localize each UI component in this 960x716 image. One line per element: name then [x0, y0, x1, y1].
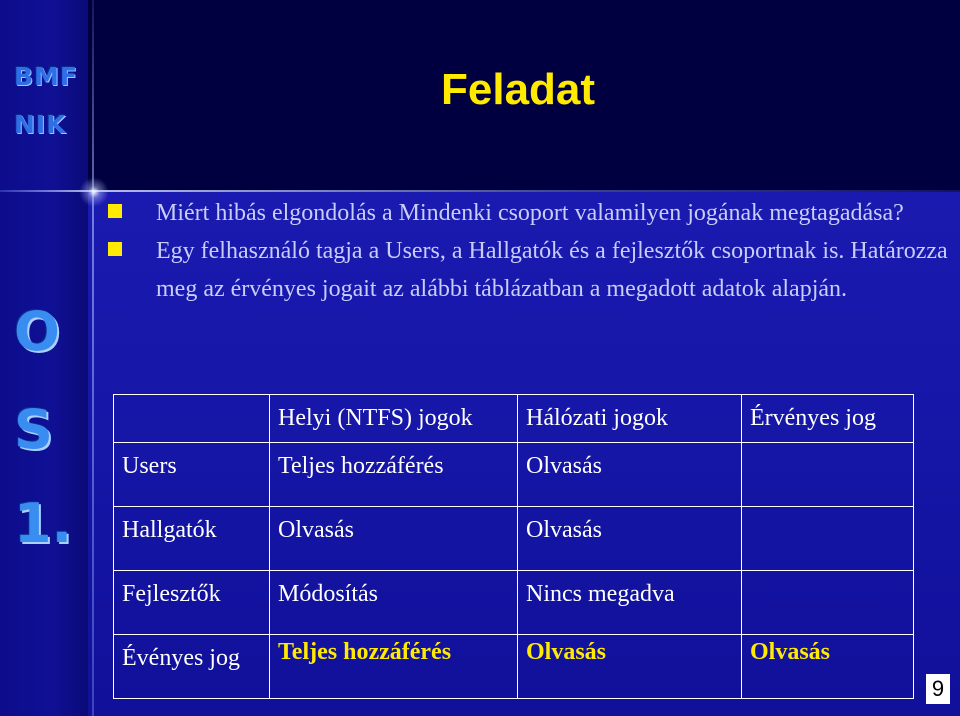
square-bullet-icon	[108, 204, 122, 218]
result-local-cell: Teljes hozzáférés	[270, 635, 518, 699]
effective-right-cell	[742, 507, 914, 571]
header-cell-local-rights: Helyi (NTFS) jogok	[270, 395, 518, 443]
bullet-list	[108, 194, 948, 308]
effective-right-cell	[742, 443, 914, 507]
logo-bmf: BMF	[14, 62, 79, 91]
local-rights-cell: Olvasás	[270, 507, 518, 571]
bullet-item	[108, 232, 948, 308]
group-cell: Fejlesztők	[114, 571, 270, 635]
group-cell: Hallgatók	[114, 507, 270, 571]
rights-table	[113, 394, 914, 699]
result-label-cell: Évényes jog	[114, 635, 270, 699]
network-rights-cell: Olvasás	[518, 507, 742, 571]
vertical-divider-line	[92, 0, 94, 716]
local-rights-cell: Teljes hozzáférés	[270, 443, 518, 507]
table-row	[114, 571, 914, 635]
sidebar-letter-o: O	[14, 300, 60, 363]
header-cell-empty	[114, 395, 270, 443]
page-title: Feladat	[441, 65, 596, 114]
network-rights-cell: Nincs megadva	[518, 571, 742, 635]
network-rights-cell: Olvasás	[518, 443, 742, 507]
table-row	[114, 443, 914, 507]
result-effective-cell: Olvasás	[742, 635, 914, 699]
result-network-cell: Olvasás	[518, 635, 742, 699]
logo-nik: NIK	[14, 110, 67, 139]
effective-right-cell	[742, 571, 914, 635]
sidebar-letter-s: S	[14, 398, 53, 461]
page-number: 9	[926, 674, 950, 704]
sidebar-number-1: 1.	[14, 492, 73, 555]
table-header-row	[114, 395, 914, 443]
table-row	[114, 507, 914, 571]
table-result-row	[114, 635, 914, 699]
bullet-text: Egy felhasználó tagja a Users, a Hallgatók és a fejlesztők csoportnak is. Határozza meg az érvényes jogait az alábbi táblázatban a megadott adatok alapján.	[156, 238, 948, 302]
square-bullet-icon	[108, 242, 122, 256]
bullet-item	[108, 194, 948, 232]
header-cell-effective-right: Érvényes jog	[742, 395, 914, 443]
bullet-text: Miért hibás elgondolás a Mindenki csoport valamilyen jogának megtagadása?	[156, 200, 904, 226]
light-flare-icon	[78, 176, 110, 208]
group-cell: Users	[114, 443, 270, 507]
header-cell-network-rights: Hálózati jogok	[518, 395, 742, 443]
local-rights-cell: Módosítás	[270, 571, 518, 635]
horizontal-divider-line	[0, 190, 960, 192]
